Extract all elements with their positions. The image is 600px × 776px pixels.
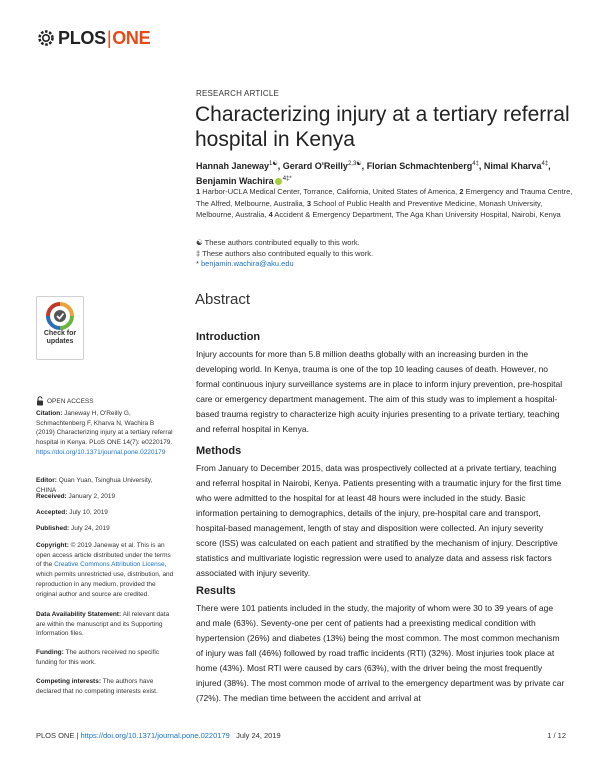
check-for-updates-badge[interactable] bbox=[36, 296, 84, 360]
introduction-text: Injury accounts for more than 5.8 million deaths globally with an increasing burden in the developing world. In Kenya, trauma is one of the top 10 leading causes of death. However, no formal continuous injury surveillance systems are in place to inform injury prevention, pre-hospital care or emergency department management. The aim of this study was to implement a hospital-based trauma registry to characterize high acuity injuries presenting to a private tertiary, teaching and referral hospital in Kenya. bbox=[196, 349, 563, 434]
editor-block: Editor: Quan Yuan, Tsinghua University, CHINA bbox=[36, 477, 153, 494]
abstract-heading: Abstract bbox=[195, 291, 251, 308]
author-name[interactable]: Hannah Janeway bbox=[196, 161, 270, 171]
open-lock-icon bbox=[36, 396, 44, 406]
also-contribution-note: ‡ These authors also contributed equally to this work. bbox=[196, 248, 374, 258]
article-title: Characterizing injury at a tertiary referral hospital in Kenya bbox=[195, 103, 570, 151]
open-access-badge: OPEN ACCESS bbox=[36, 396, 94, 406]
introduction-heading: Introduction bbox=[196, 331, 261, 343]
license-link[interactable]: Creative Commons Attribution License bbox=[54, 561, 165, 569]
results-text: There were 101 patients included in the study, the majority of whom were 30 to 39 years of age and male (63%). Seventy-one per cent of patients had a preexisting medical condition with hypertension (26%) and diabetes (13%) being the most common. The most common mechanism of injury was fall (46%) followed by road traffic incidents (RTI) (32%). Most injuries took place at home (43%). Most RTI were caused by cars (63%), with the driver being the most frequently injured (38%). The most common mode of arrival to the emergency department was by private car (72%). The median time between the accident and arrival at bbox=[196, 603, 565, 703]
article-type: RESEARCH ARTICLE bbox=[196, 89, 280, 98]
footer-date: July 24, 2019 bbox=[236, 731, 281, 740]
author-sup: 4‡ bbox=[472, 161, 479, 167]
logo-one: ONE bbox=[112, 27, 151, 48]
methods-heading: Methods bbox=[196, 445, 242, 457]
citation-block: Citation: Janeway H, O'Reilly G, Schmachtenberg F, Kharva N, Wachira B (2019) Characterizing injury at a tertiary referral hospital in Kenya. PLoS ONE 14(7): e0220179. https://doi.org/10.1371/journal.pone.0220179 bbox=[36, 410, 173, 456]
citation-doi-link[interactable]: https://doi.org/10.1371/journal.pone.0220179 bbox=[36, 448, 166, 456]
orcid-icon[interactable] bbox=[275, 178, 282, 185]
check-updates-icon bbox=[45, 301, 75, 331]
funding-block: Funding: The authors received no specific funding for this work. bbox=[36, 649, 160, 666]
received-block: Received: January 2, 2019 bbox=[36, 493, 116, 500]
results-heading: Results bbox=[196, 585, 236, 597]
competing-interests-block: Competing interests: The authors have declared that no competing interests exist. bbox=[36, 678, 158, 695]
corresponding-email-line: * benjamin.wachira@aku.edu bbox=[196, 259, 294, 268]
author-sup: 2,3☯ bbox=[347, 161, 362, 167]
page-footer bbox=[36, 731, 566, 740]
footer-doi-link[interactable]: https://doi.org/10.1371/journal.pone.0220179 bbox=[80, 731, 230, 740]
plos-gear-icon bbox=[36, 28, 56, 48]
author-name[interactable]: Nimal Kharva bbox=[483, 161, 542, 171]
page-number: 1 / 12 bbox=[547, 731, 566, 740]
author-sup: 1☯ bbox=[269, 161, 278, 167]
journal-logo bbox=[36, 27, 150, 49]
author-notes bbox=[196, 238, 373, 270]
author-name[interactable]: Gerard O'Reilly bbox=[282, 161, 348, 171]
logo-plos: PLOS bbox=[58, 27, 106, 48]
footer-separator: | bbox=[76, 731, 79, 740]
check-updates-label: Check for updates bbox=[43, 330, 77, 345]
logo-separator: | bbox=[106, 27, 112, 48]
author-sup: 4‡* bbox=[282, 176, 292, 182]
accepted-block: Accepted: July 10, 2019 bbox=[36, 509, 108, 516]
affiliations: 1 Harbor-UCLA Medical Center, Torrance, California, United States of America, 2 Emergency and Trauma Centre, The Alfred, Melbourne, Australia, 3 School of Public Health and Preventive Medicine, Monash University, Melbourne, Australia, 4 Accident & Emergency Department, The Aga Khan University Hospital, Nairobi, Kenya bbox=[196, 187, 573, 219]
copyright-block: Copyright: © 2019 Janeway et al. This is an open access article distributed under the terms of the Creative Commons Attribution License, which permits unrestricted use, distribution, and reproduction in any medium, provided the original author and source are credited. bbox=[36, 542, 174, 598]
author-name[interactable]: Florian Schmachtenberg bbox=[366, 161, 473, 171]
footer-journal: PLOS ONE bbox=[36, 731, 75, 740]
published-block: Published: July 24, 2019 bbox=[36, 525, 110, 532]
corresponding-email-link[interactable]: benjamin.wachira@aku.edu bbox=[201, 259, 294, 268]
author-sup: 4‡ bbox=[541, 161, 549, 167]
author-list: Hannah Janeway$^{1☯}$, Gerard O'Reilly$^{2,3☯}$, Florian Schmachtenberg$^{4\ddagger}$, Nimal Kharva$^{4\ddagger}$, Benjamin Wachira $^{4\ddagger*}$ bbox=[196, 161, 551, 186]
author-name[interactable]: Benjamin Wachira bbox=[196, 176, 274, 186]
data-availability-block: Data Availability Statement: All relevant data are within the manuscript and its Supporting Information files. bbox=[36, 611, 170, 638]
methods-text: From January to December 2015, data was prospectively collected at a private tertiary, teaching and referral hospital in Nairobi, Kenya. Patients presenting with a traumatic injury for the first time who were admitted to the hospital for at least 48 hours were included in the study. Basic information pertaining to demographics, details of the injury, pre-hospital care and transport, hospital-based management, length of stay and disposition were collected. An injury severity score (ISS) was calculated on each patient and stratified by the mechanism of injury. Descriptive statistics and multivariate logistic regression were used to analyze data and assess risk factors associated with injury severity. bbox=[196, 463, 562, 578]
equal-contribution-note: ☯ These authors contributed equally to this work. bbox=[196, 238, 360, 247]
